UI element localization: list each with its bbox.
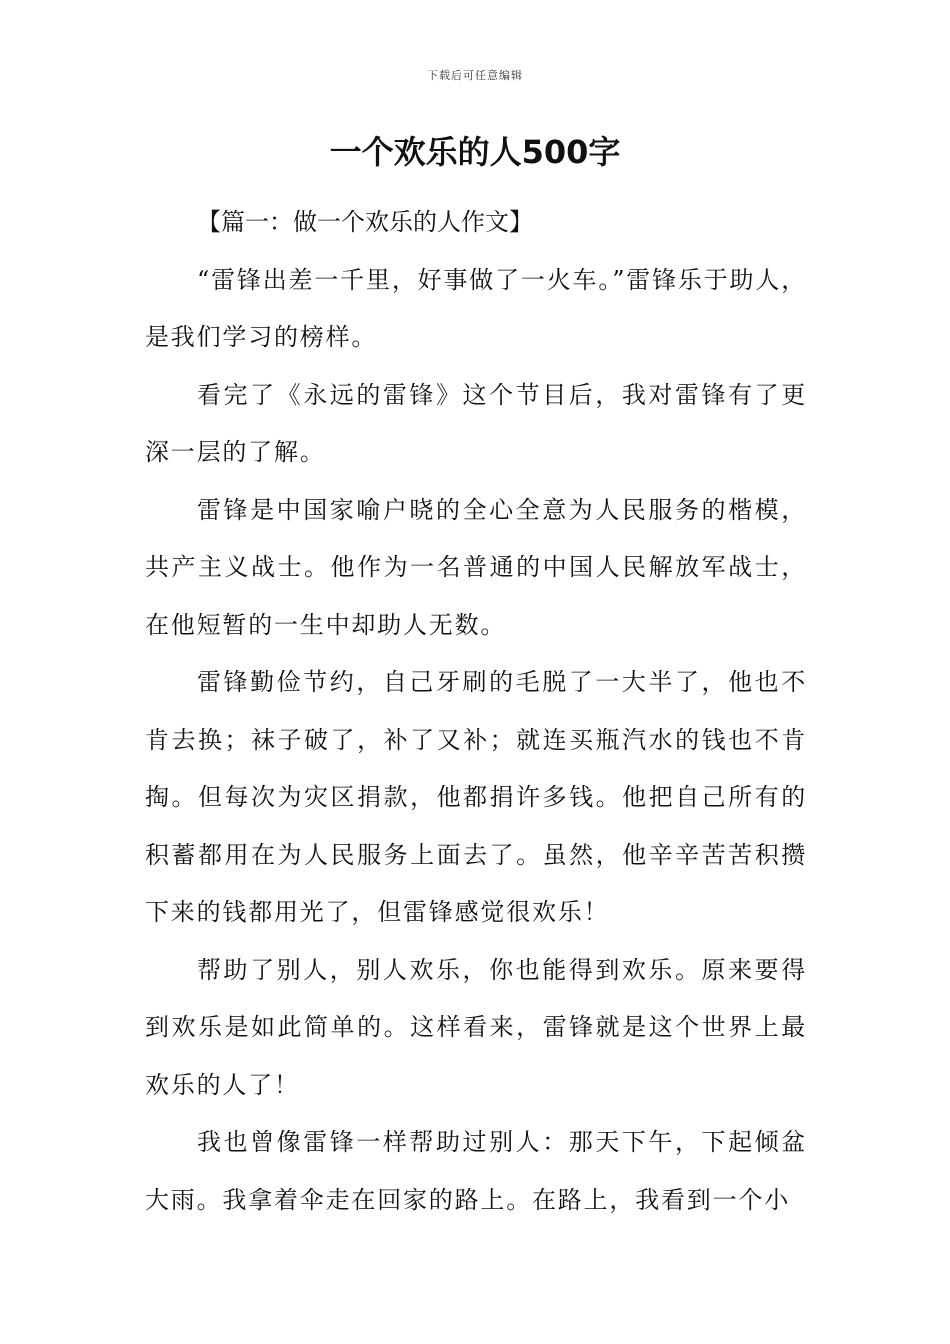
paragraph-1: “雷锋出差一千里，好事做了一火车。”雷锋乐于助人，是我们学习的榜样。 bbox=[145, 265, 807, 351]
header-note: 下载后可任意编辑 bbox=[427, 69, 523, 82]
paragraph-3: 雷锋是中国家喻户晓的全心全意为人民服务的楷模，共产主义战士。他作为一名普通的中国人民解放军战士，在他短暂的一生中却助人无数。 bbox=[145, 495, 807, 639]
paragraph-2: 看完了《永远的雷锋》这个节目后，我对雷锋有了更深一层的了解。 bbox=[145, 380, 807, 466]
paragraph-4: 雷锋勤俭节约，自己牙刷的毛脱了一大半了，他也不肯去换；袜子破了，补了又补；就连买瓶汽水的钱也不肯掏。但每次为灾区捐款，他都捐许多钱。他把自己所有的积蓄都用在为人民服务上面去了。虽然，他辛辛苦苦积攒下来的钱都用光了，但雷锋感觉很欢乐！ bbox=[145, 668, 807, 926]
document-title: 一个欢乐的人500字 bbox=[329, 133, 621, 171]
section-heading: 【篇一：做一个欢乐的人作文】 bbox=[197, 208, 533, 236]
paragraph-6: 我也曾像雷锋一样帮助过别人：那天下午，下起倾盆大雨。我拿着伞走在回家的路上。在路上，我看到一个小 bbox=[145, 1128, 807, 1214]
document-body bbox=[145, 194, 807, 1229]
paragraph-5: 帮助了别人，别人欢乐，你也能得到欢乐。原来要得到欢乐是如此简单的。这样看来，雷锋就是这个世界上最欢乐的人了！ bbox=[145, 955, 807, 1099]
